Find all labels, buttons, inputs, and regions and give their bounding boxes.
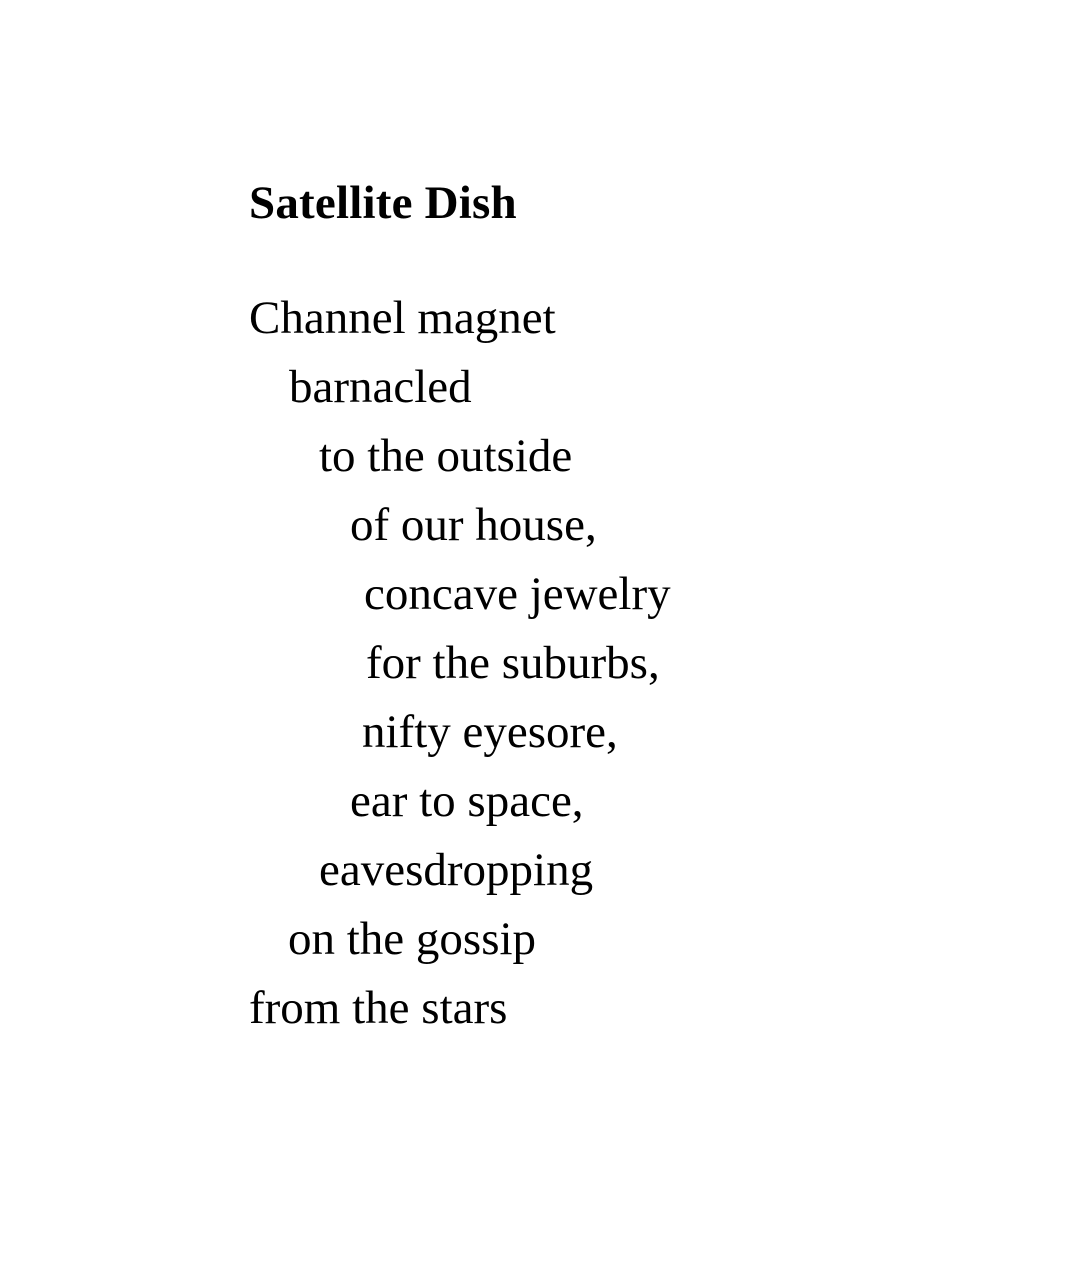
poem-line: ear to space, xyxy=(350,774,584,827)
poem-title: Satellite Dish xyxy=(249,177,517,229)
poem-line: from the stars xyxy=(249,981,508,1034)
poem-body xyxy=(0,284,1078,1043)
poem-line: to the outside xyxy=(319,429,573,482)
poem-line: barnacled xyxy=(289,360,472,413)
poem-line: eavesdropping xyxy=(319,843,594,896)
poem-line: for the suburbs, xyxy=(366,636,660,689)
poem-line: of our house, xyxy=(350,498,597,551)
poem-line: concave jewelry xyxy=(364,567,671,620)
poem-line: nifty eyesore, xyxy=(362,705,618,758)
poem-line: on the gossip xyxy=(288,912,537,965)
poem-line: Channel magnet xyxy=(249,291,556,344)
